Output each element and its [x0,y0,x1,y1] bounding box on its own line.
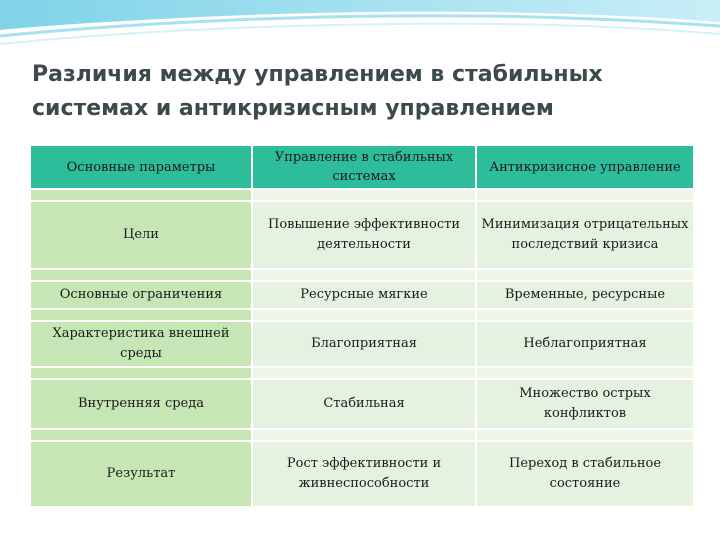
table-spacer-row [31,430,695,442]
row-label: Основные ограничения [31,282,253,310]
header-stable-management: Управление в стабильных системах [253,146,477,190]
table-row [31,442,695,508]
table-cell: Повышение эффективности деятельности [253,202,477,270]
table-spacer-row [31,368,695,380]
table-row [31,282,695,310]
comparison-table [31,146,695,508]
table-cell: Стабильная [253,380,477,430]
table-cell: Ресурсные мягкие [253,282,477,310]
row-label: Цели [31,202,253,270]
table-row [31,202,695,270]
table-cell: Минимизация отрицательных последствий кризиса [477,202,695,270]
row-label: Характеристика внешней среды [31,322,253,368]
table-cell: Рост эффективности и живнеспособности [253,442,477,508]
header-parameters: Основные параметры [31,146,253,190]
header-wave-decoration [0,0,720,60]
row-label: Внутренняя среда [31,380,253,430]
table-cell: Переход в стабильное состояние [477,442,695,508]
table-row [31,380,695,430]
table-cell: Множество острых конфликтов [477,380,695,430]
table-spacer-row [31,190,695,202]
row-label: Результат [31,442,253,508]
table-spacer-row [31,310,695,322]
table-cell: Благоприятная [253,322,477,368]
table-cell: Неблагоприятная [477,322,695,368]
table-row [31,322,695,368]
page-title: Различия между управлением в стабильных системах и антикризисным управлением [32,62,603,121]
table-cell: Временные, ресурсные [477,282,695,310]
table-spacer-row [31,270,695,282]
header-crisis-management: Антикризисное управление [477,146,695,190]
table-header-row [31,146,695,190]
